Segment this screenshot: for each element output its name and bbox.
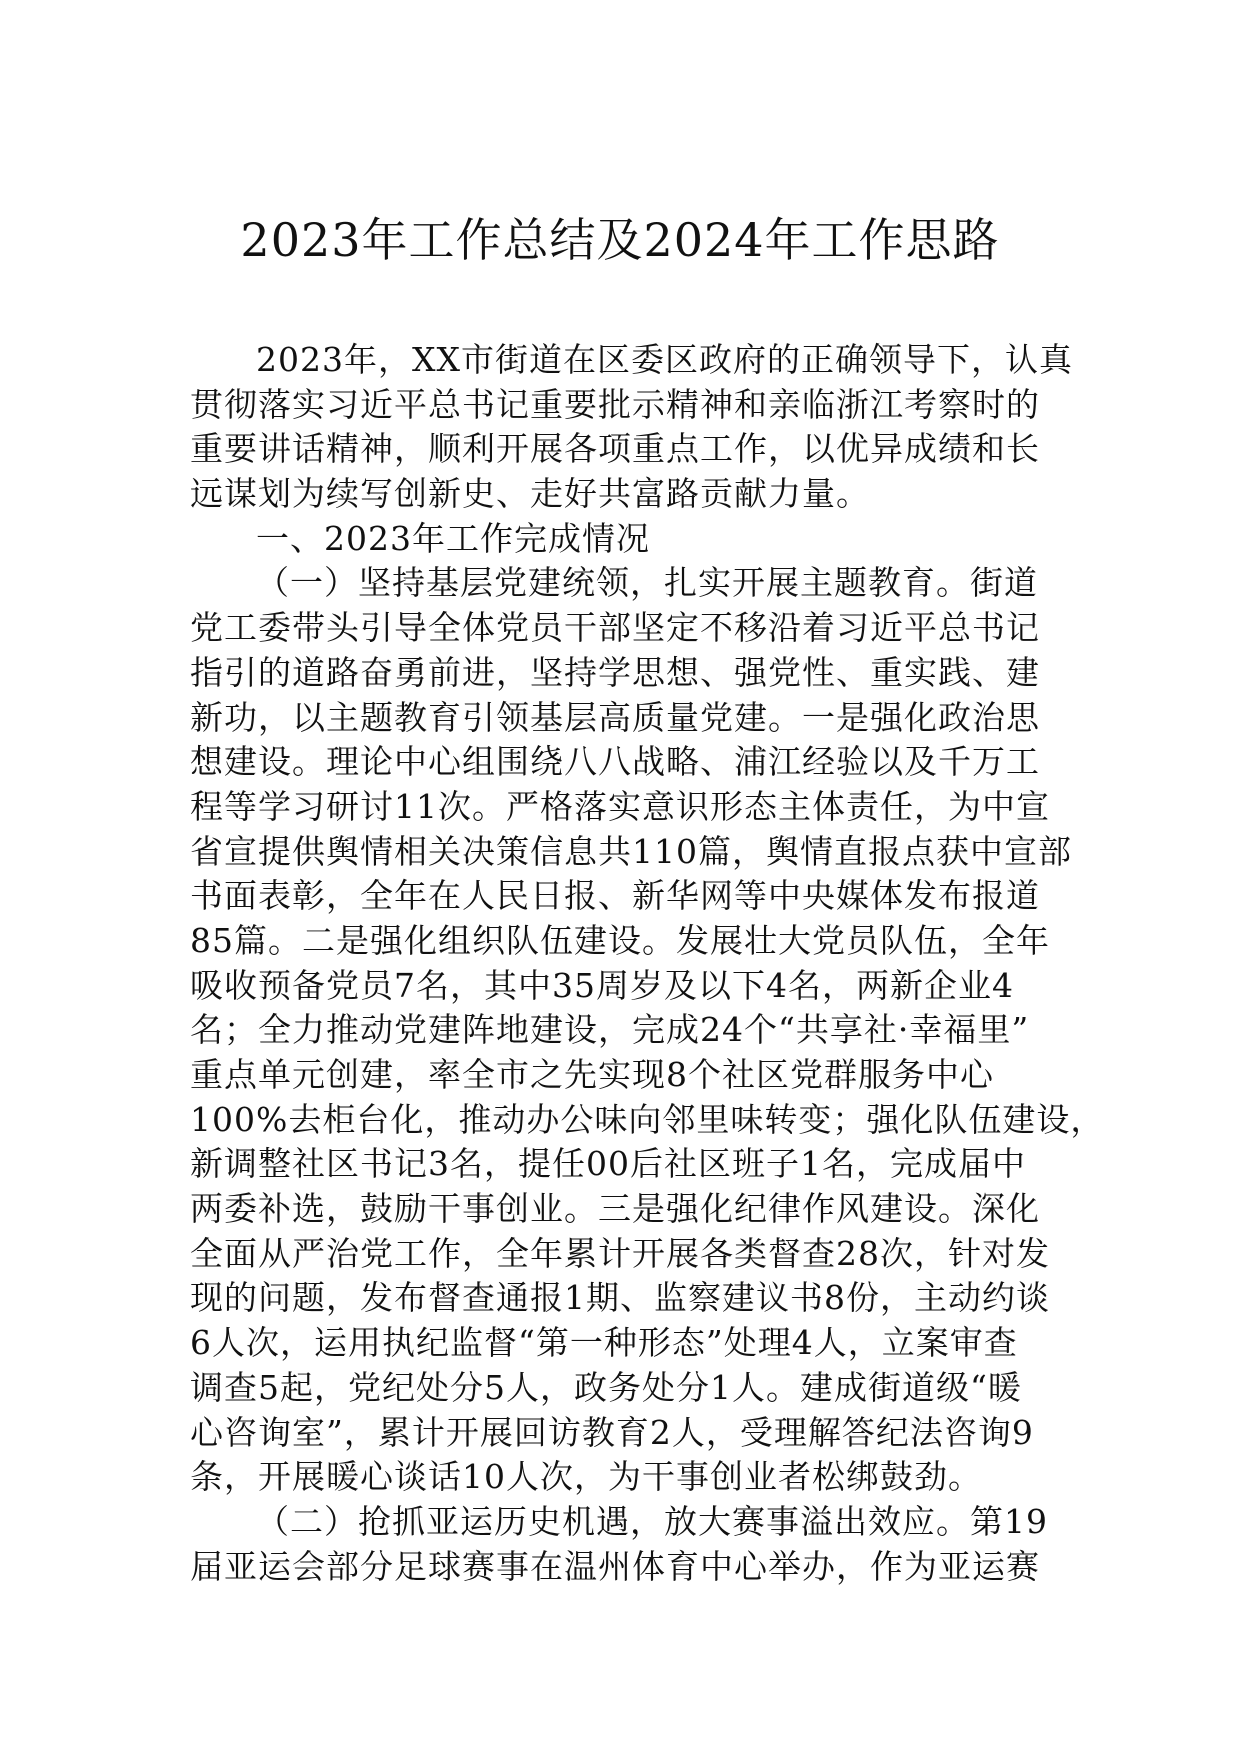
paragraph-line: 想建设。理论中心组围绕八八战略、浦江经验以及千万工	[190, 742, 1040, 782]
paragraph-line: 心咨询室”，累计开展回访教育2人，受理解答纪法咨询9	[190, 1412, 1034, 1452]
paragraph-line: 届亚运会部分足球赛事在温州体育中心举办，作为亚运赛	[190, 1546, 1040, 1586]
paragraph-line: 吸收预备党员7名，其中35周岁及以下4名，两新企业4	[190, 965, 1014, 1005]
paragraph-line: 书面表彰，全年在人民日报、新华网等中央媒体发布报道	[190, 876, 1040, 916]
paragraph-line: 党工委带头引导全体党员干部坚定不移沿着习近平总书记	[190, 608, 1040, 648]
document-body	[190, 338, 1105, 1589]
document-title: 2023年工作总结及2024年工作思路	[240, 213, 1000, 267]
paragraph-line: 重点单元创建，率全市之先实现8个社区党群服务中心	[190, 1055, 994, 1094]
paragraph-line: （一）坚持基层党建统领，扎实开展主题教育。街道	[256, 563, 1038, 603]
paragraph-line: 名；全力推动党建阵地建设，完成24个“共享社·幸福里”	[190, 1010, 1030, 1050]
paragraph-line: 新调整社区书记3名，提任00后社区班子1名，完成届中	[190, 1144, 1026, 1184]
paragraph-line: 指引的道路奋勇前进，坚持学思想、强党性、重实践、建	[190, 652, 1040, 692]
paragraph-line: 重要讲话精神，顺利开展各项重点工作，以优异成绩和长	[190, 429, 1040, 469]
paragraph-line: 85篇。二是强化组织队伍建设。发展壮大党员队伍，全年	[190, 920, 1050, 960]
paragraph-line: 远谋划为续写创新史、走好共富路贡献力量。	[190, 474, 870, 514]
paragraph-line: 省宣提供舆情相关决策信息共110篇，舆情直报点获中宣部	[190, 831, 1072, 871]
paragraph-line: 程等学习研讨11次。严格落实意识形态主体责任，为中宣	[190, 786, 1050, 826]
paragraph-line: （二）抢抓亚运历史机遇，放大赛事溢出效应。第19	[256, 1501, 1048, 1541]
paragraph-line: 现的问题，发布督查通报1期、监察建议书8份，主动约谈	[190, 1278, 1050, 1318]
paragraph-line: 6人次，运用执纪监督“第一种形态”处理4人，立案审查	[190, 1323, 1018, 1363]
paragraph-line: 调查5起，党纪处分5人，政务处分1人。建成街道级“暖	[190, 1367, 1022, 1407]
paragraph-line: 两委补选，鼓励干事创业。三是强化纪律作风建设。深化	[190, 1189, 1040, 1229]
section-heading: 一、2023年工作完成情况	[256, 518, 650, 558]
paragraph-line: 2023年，XX市街道在区委区政府的正确领导下，认真	[256, 340, 1073, 379]
paragraph-line: 贯彻落实习近平总书记重要批示精神和亲临浙江考察时的	[190, 384, 1040, 424]
paragraph-line: 全面从严治党工作，全年累计开展各类督查28次，针对发	[190, 1233, 1050, 1273]
paragraph-line: 新功，以主题教育引领基层高质量党建。一是强化政治思	[190, 697, 1040, 737]
paragraph-line: 条，开展暖心谈话10人次，为干事创业者松绑鼓劲。	[190, 1457, 982, 1497]
paragraph-line: 100%去柜台化，推动办公味向邻里味转变；强化队伍建设，	[190, 1099, 1105, 1139]
